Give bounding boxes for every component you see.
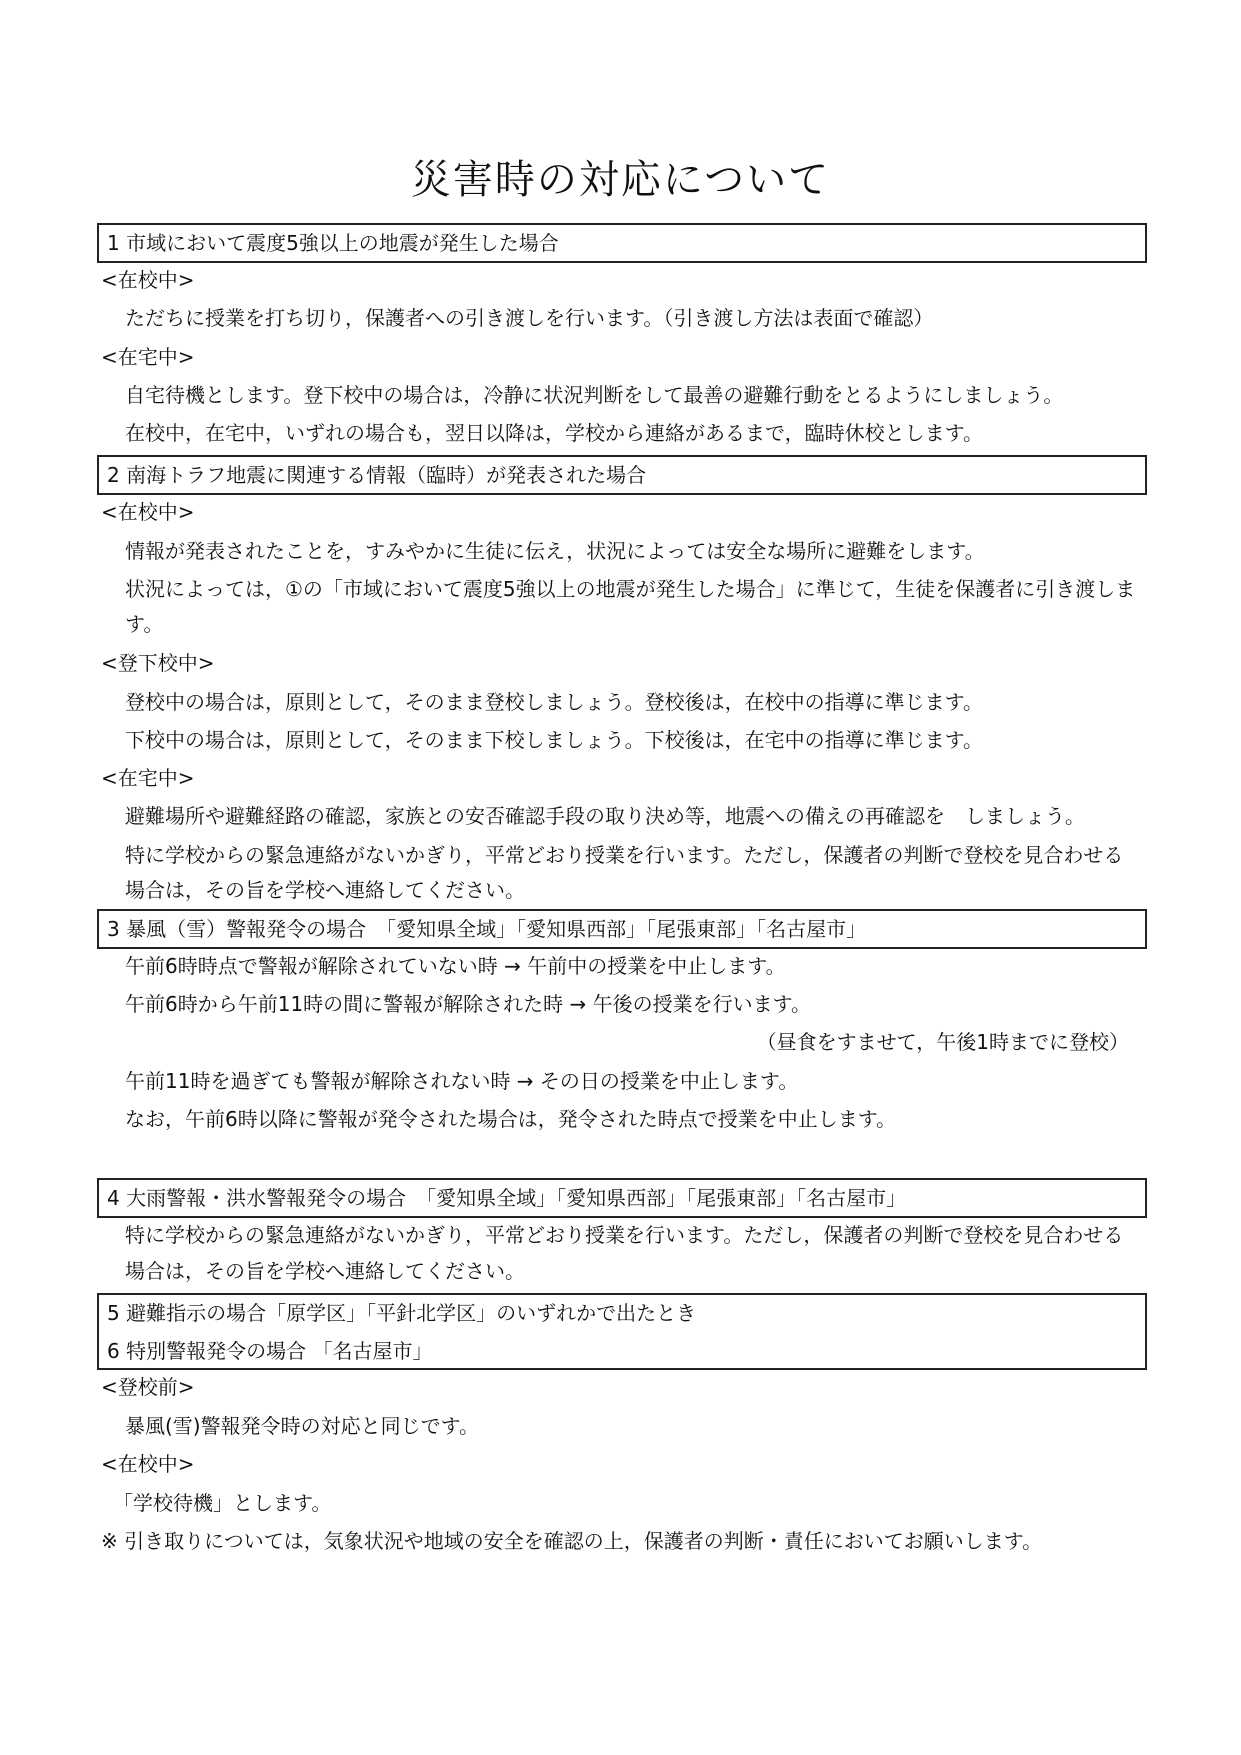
s56-subheading-at-school: <在校中> [101, 1452, 195, 1476]
section-5-heading: 5 避難指示の場合「原学区」「平針北学区」のいずれかで出たとき [107, 1301, 697, 1325]
s2-line: す。 [125, 612, 164, 636]
s56-note: ※ 引き取りについては，気象状況や地域の安全を確認の上，保護者の判断・責任においてお願いします。 [101, 1529, 1043, 1553]
s4-line: 場合は，その旨を学校へ連絡してください。 [125, 1259, 525, 1283]
s1-line: 在校中，在宅中，いずれの場合も，翌日以降は，学校から連絡があるまで，臨時休校とします。 [125, 421, 983, 445]
s3-line: なお，午前6時以降に警報が発令された場合は，発令された時点で授業を中止します。 [125, 1107, 897, 1131]
s56-subheading-before-school: <登校前> [101, 1375, 195, 1399]
s3-line: 午前11時を過ぎても警報が解除されない時 → その日の授業を中止します。 [125, 1069, 799, 1093]
s1-subheading-at-home: <在宅中> [101, 345, 195, 369]
section-5-6-heading-box [97, 1293, 1147, 1370]
s3-line-note: （昼食をすませて，午後1時までに登校） [756, 1030, 1129, 1054]
s1-subheading-at-school: <在校中> [101, 268, 195, 292]
section-4-heading: 4 大雨警報・洪水警報発令の場合 「愛知県全域」「愛知県西部」「尾張東部」「名古屋市」 [107, 1186, 907, 1210]
s2-line: 特に学校からの緊急連絡がないかぎり，平常どおり授業を行います。ただし，保護者の判断で登校を見合わせる [125, 843, 1124, 867]
section-1-heading: 1 市域において震度5強以上の地震が発生した場合 [107, 231, 559, 255]
s1-line: ただちに授業を打ち切り，保護者への引き渡しを行います。（引き渡し方法は表面で確認） [125, 306, 934, 330]
s2-line: 下校中の場合は，原則として，そのまま下校しましょう。下校後は，在宅中の指導に準じます。 [125, 728, 983, 752]
s1-line: 自宅待機とします。登下校中の場合は，冷静に状況判断をして最善の避難行動をとるようにしましょう。 [125, 383, 1064, 407]
section-2-heading-box [97, 455, 1147, 495]
section-1-heading-box [97, 223, 1147, 263]
s3-line: 午前6時時点で警報が解除されていない時 → 午前中の授業を中止します。 [125, 954, 786, 978]
s2-subheading-commuting: <登下校中> [101, 651, 215, 675]
s56-line: 暴風(雪)警報発令時の対応と同じです。 [125, 1414, 480, 1438]
section-2-heading: 2 南海トラフ地震に関連する情報（臨時）が発表された場合 [107, 463, 647, 487]
section-4-heading-box [97, 1178, 1147, 1218]
s2-subheading-at-home: <在宅中> [101, 766, 195, 790]
s4-line: 特に学校からの緊急連絡がないかぎり，平常どおり授業を行います。ただし，保護者の判断で登校を見合わせる [125, 1223, 1124, 1247]
section-6-heading: 6 特別警報発令の場合 「名古屋市」 [107, 1339, 433, 1363]
s2-line: 情報が発表されたことを，すみやかに生徒に伝え，状況によっては安全な場所に避難をします。 [125, 539, 985, 563]
s2-subheading-at-school: <在校中> [101, 500, 195, 524]
section-3-heading-box [97, 909, 1147, 949]
s3-line: 午前6時から午前11時の間に警報が解除された時 → 午後の授業を行います。 [125, 992, 812, 1016]
s2-line: 登校中の場合は，原則として，そのまま登校しましょう。登校後は，在校中の指導に準じます。 [125, 690, 983, 714]
s2-line: 場合は，その旨を学校へ連絡してください。 [125, 878, 525, 902]
page-title: 災害時の対応について [410, 157, 831, 203]
s56-line: 「学校待機」とします。 [113, 1491, 332, 1515]
s2-line: 避難場所や避難経路の確認，家族との安否確認手段の取り決め等，地震への備えの再確認を しましょう。 [125, 804, 1085, 828]
s2-line: 状況によっては，①の「市域において震度5強以上の地震が発生した場合」に準じて，生徒を保護者に引き渡しま [125, 577, 1136, 601]
section-3-heading: 3 暴風（雪）警報発令の場合 「愛知県全域」「愛知県西部」「尾張東部」「名古屋市」 [107, 917, 867, 941]
